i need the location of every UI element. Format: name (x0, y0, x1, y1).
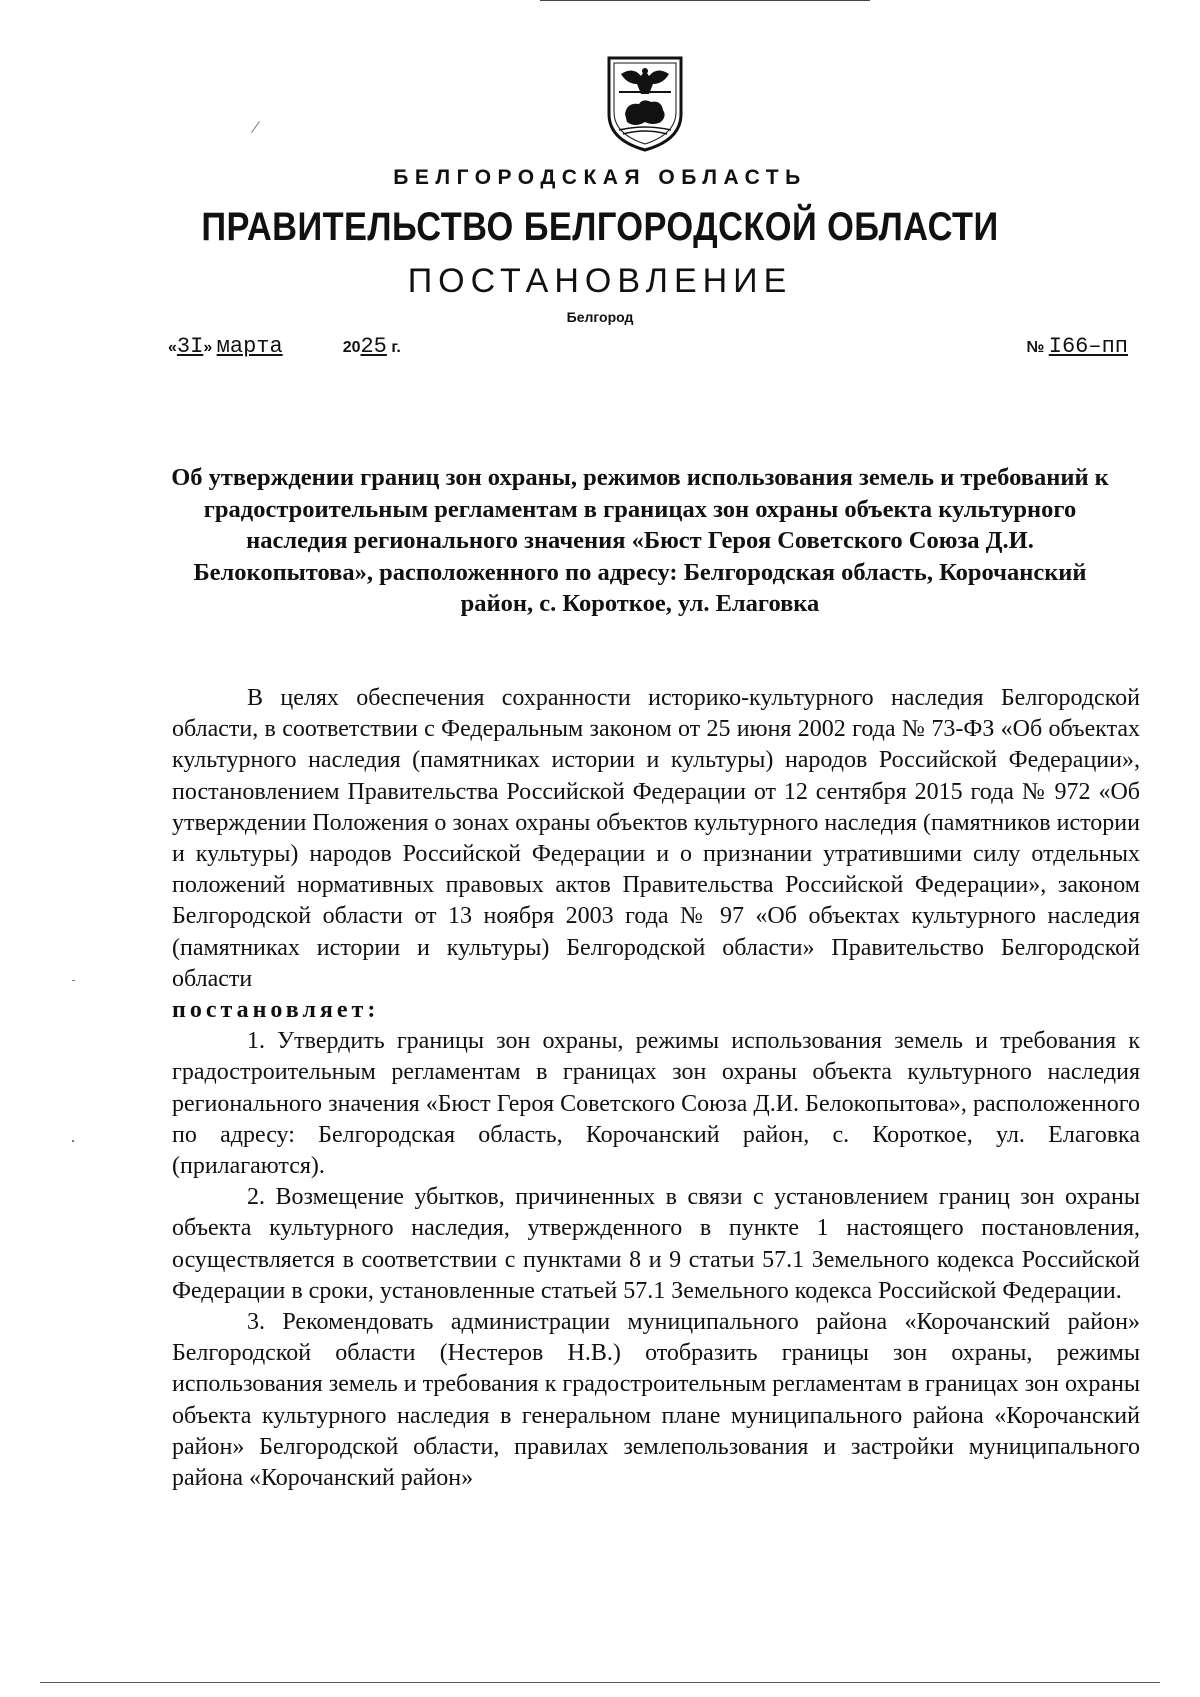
item-1-paragraph: 1. Утвердить границы зон охраны, режимы использования земель и требования к градостроительным регламентам в границах зон охраны объекта культурного наследия регионального значения «Бюст Героя Советского Союза Д.И. Белокопытова», расположенного по адресу: Белгородская область, Корочанский район, с. Короткое, ул. Елаговка (прилагаются). (172, 1028, 1140, 1180)
scan-speck (72, 1140, 74, 1142)
government-title: ПРАВИТЕЛЬСТВО БЕЛГОРОДСКОЙ ОБЛАСТИ (201, 205, 999, 249)
document-title: Об утверждении границ зон охраны, режимов использования земель и требований к градостроительным регламентам в границах зон охраны объекта культурного наследия регионального значения «Бюст Героя Советского Союза Д.И. Белокопытова», расположенного по адресу: Белгородская область, Корочанский район, с. Короткое, ул. Елаговка (171, 464, 1109, 617)
year-mark: г. (391, 339, 401, 356)
date-open-quote: « (168, 339, 177, 356)
year-prefix: 20 (342, 339, 361, 356)
scan-edge-line (40, 1682, 1160, 1683)
date-day: 3I (176, 334, 204, 359)
preamble-paragraph: В целях обеспечения сохранности историко-культурного наследия Белгородской области, в соответствии с Федеральным законом от 25 июня 2002 года № 73-ФЗ «Об объектах культурного наследия (памятниках истории и культуры) народов Российской Федерации», постановлением Правительства Российской Федерации от 12 сентября 2015 года № 972 «Об утверждении Положения о зонах охраны объектов культурного наследия (памятников истории и культуры) народов Российской Федерации и о признании утратившими силу отдельных положений нормативных правовых актов Правительства Российской Федерации», законом Белгородской области от 13 ноября 2003 года № 97 «Об объектах культурного наследия (памятниках истории и культуры) Белгородской области» Правительство Белгородской области (172, 685, 1140, 992)
item-2-paragraph: 2. Возмещение убытков, причиненных в связи с установлением границ зон охраны объекта культурного наследия, утвержденного в пункте 1 настоящего постановления, осуществляется в соответствии с пунктами 8 и 9 статьи 57.1 Земельного кодекса Российской Федерации в сроки, установленные статьей 57.1 Земельного кодекса Российской Федерации. (172, 1184, 1140, 1304)
number-value: I66–пп (1048, 334, 1128, 359)
date-close-quote: » (203, 339, 213, 356)
region-name: БЕЛГОРОДСКАЯ ОБЛАСТЬ (393, 166, 807, 189)
item-3-paragraph: 3. Рекомендовать администрации муниципального района «Корочанский район» Белгородской области (Нестеров Н.В.) отобразить границы зон охраны, режимы использования земель и требования к градостроительным регламентам в границах зон охраны объекта культурного наследия в генеральном плане муниципального района «Корочанский район» Белгородской области, правилах землепользования и застройки муниципального района «Корочанский район» (172, 1309, 1140, 1492)
decree-word: постановляет: (172, 997, 380, 1024)
year-suffix: 25 (360, 334, 387, 359)
dateline (168, 334, 1128, 364)
decree-word-line (172, 995, 1140, 1026)
scan-speck (72, 980, 75, 981)
document-body (172, 683, 1140, 1494)
scan-edge-line (540, 0, 870, 1)
belgorod-coat-of-arms-icon (605, 54, 685, 152)
number-label: № (1026, 339, 1045, 356)
scan-speck (251, 121, 260, 133)
document-number (1026, 334, 1128, 359)
date-month: марта (216, 334, 283, 359)
city-name: Белгород (566, 309, 634, 325)
document-type: ПОСТАНОВЛЕНИЕ (407, 262, 793, 300)
